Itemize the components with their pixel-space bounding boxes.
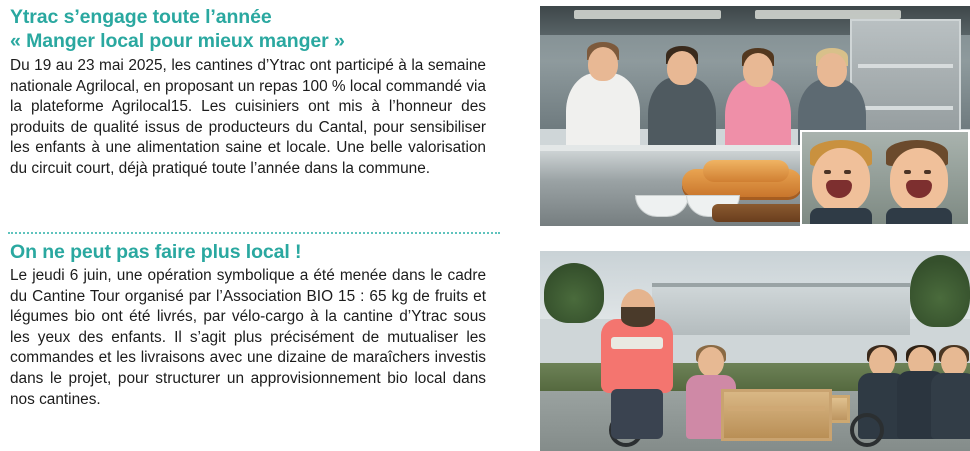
bread-loaves-back bbox=[703, 160, 789, 182]
legs bbox=[611, 389, 663, 439]
photo-kids bbox=[800, 130, 970, 226]
head bbox=[588, 47, 618, 81]
article-bio15-media bbox=[500, 237, 970, 451]
article-agrilocal-media bbox=[500, 0, 970, 232]
torso bbox=[931, 373, 970, 439]
eye bbox=[844, 170, 851, 174]
beard bbox=[621, 307, 655, 327]
head bbox=[667, 51, 697, 85]
tree-icon bbox=[910, 255, 970, 327]
article-agrilocal-headline-line1: Ytrac s’engage toute l’année bbox=[10, 6, 272, 28]
section-divider bbox=[8, 232, 500, 235]
ceiling-lamp-icon bbox=[574, 10, 720, 19]
photo-velo-cargo bbox=[540, 251, 970, 451]
article-bio15-text bbox=[0, 237, 500, 451]
bike-wheel bbox=[850, 413, 884, 447]
article-bio15-headline: On ne peut pas faire plus local ! bbox=[10, 241, 302, 263]
child-left bbox=[810, 130, 872, 224]
article-agrilocal-text bbox=[0, 0, 500, 232]
article-bio15 bbox=[0, 237, 970, 451]
article-bio15-body: Le jeudi 6 juin, une opération symbolique a été menée dans le cadre du Cantine Tour organisé par l’Association BIO 15 : 65 kg de fruits et légumes bio ont été livrés, par vélo-cargo à la cantine d’Ytrac sous les yeux des enfants. Il s’agit plus précisément de mutualiser les commandes et les livraisons avec une dizaine de maraîchers investis dans le projet, pour structurer un approvisionnement bio local dans nos cantines. bbox=[10, 267, 486, 408]
eye bbox=[924, 170, 931, 174]
head bbox=[743, 53, 773, 87]
article-agrilocal-headline-line2: « Manger local pour mieux manger » bbox=[10, 30, 345, 52]
article-agrilocal-body: Du 19 au 23 mai 2025, les cantines d’Ytrac ont participé à la semaine nationale Agrilocal, en proposant un repas 100 % local commandé via la plateforme Agrilocal15. Les cuisiniers ont mis à l’honneur des produits de qualité issus de producteurs du Cantal, pour sensibiliser les enfants à une alimentation saine et locale. Une belle valorisation du circuit court, déjà pratiqué toute l’année dans la commune. bbox=[10, 57, 486, 177]
produce-crate-front bbox=[721, 389, 833, 441]
photo-velo-scene bbox=[540, 251, 970, 451]
torso bbox=[810, 208, 872, 224]
eye bbox=[904, 170, 911, 174]
eye bbox=[824, 170, 831, 174]
child-right bbox=[886, 130, 952, 224]
ceiling-lamp-icon bbox=[755, 10, 901, 19]
head bbox=[817, 53, 847, 87]
photo-kids-scene bbox=[802, 132, 968, 224]
cyclist-delivery bbox=[583, 289, 703, 439]
hi-vis-vest bbox=[601, 319, 673, 393]
torso bbox=[886, 208, 952, 224]
person-staff bbox=[931, 345, 970, 439]
